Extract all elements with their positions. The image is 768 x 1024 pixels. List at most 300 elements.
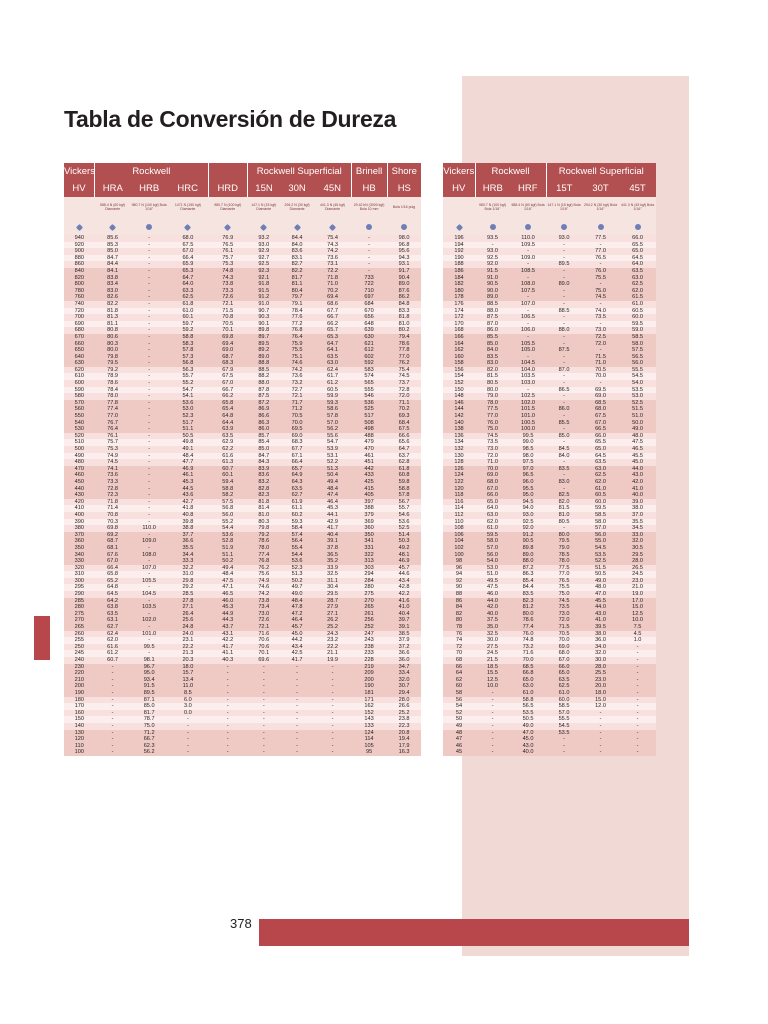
table-cell: 69.2 bbox=[95, 532, 131, 539]
table-cell: 96.7 bbox=[131, 664, 168, 671]
table-cell: 72.1 bbox=[280, 393, 314, 400]
table-cell: 0.0 bbox=[168, 710, 208, 717]
table-cell: 68.5 bbox=[582, 400, 619, 407]
table-cell: 210 bbox=[64, 677, 95, 684]
table-cell: - bbox=[131, 505, 168, 512]
table-cell: 55.4 bbox=[280, 545, 314, 552]
table-cell: - bbox=[208, 723, 247, 730]
table-cell: 252 bbox=[351, 624, 387, 631]
table-cell: 94.3 bbox=[387, 255, 421, 262]
table-cell: - bbox=[131, 584, 168, 591]
table-cell: 63.5 bbox=[208, 433, 247, 440]
table-cell: 47.0 bbox=[510, 730, 546, 737]
table-cell: 313 bbox=[351, 558, 387, 565]
table-cell: 602 bbox=[351, 354, 387, 361]
table-cell: 6.0 bbox=[168, 697, 208, 704]
load-note: 441.3 N (45 kgf) Diamante bbox=[314, 197, 351, 217]
table-cell: 61.2 bbox=[314, 380, 351, 387]
table-cell: 23.1 bbox=[168, 637, 208, 644]
table-cell: 80.0 bbox=[95, 347, 131, 354]
table-cell: - bbox=[546, 459, 582, 466]
table-cell: 18.5 bbox=[475, 664, 510, 671]
table-cell: 261 bbox=[351, 611, 387, 618]
table-cell: 61.6 bbox=[208, 453, 247, 460]
table-cell: 88.0 bbox=[247, 380, 280, 387]
table-cell: 27.1 bbox=[314, 611, 351, 618]
table-cell: 73.3 bbox=[208, 288, 247, 295]
table-cell: 90 bbox=[443, 584, 475, 591]
table-row bbox=[443, 334, 656, 341]
table-cell: - bbox=[95, 690, 131, 697]
table-cell: 280 bbox=[351, 584, 387, 591]
table-cell: 17.0 bbox=[619, 598, 656, 605]
table-cell: 39.1 bbox=[314, 538, 351, 545]
table-row bbox=[64, 288, 421, 295]
table-cell: 69.5 bbox=[280, 426, 314, 433]
table-cell: 49.0 bbox=[280, 591, 314, 598]
table-cell: 15.0 bbox=[619, 604, 656, 611]
table-cell: 331 bbox=[351, 545, 387, 552]
table-cell: - bbox=[619, 736, 656, 743]
diamond-icon bbox=[64, 217, 95, 235]
table-row bbox=[443, 393, 656, 400]
table-cell: 397 bbox=[351, 499, 387, 506]
table-row bbox=[443, 426, 656, 433]
table-cell: 70.2 bbox=[387, 406, 421, 413]
table-cell: 77.2 bbox=[280, 321, 314, 328]
table-cell: 75.4 bbox=[314, 235, 351, 242]
table-cell: 8.5 bbox=[168, 690, 208, 697]
table-cell: 66.7 bbox=[131, 736, 168, 743]
table-cell: 710 bbox=[351, 288, 387, 295]
table-cell: 108 bbox=[443, 525, 475, 532]
table-cell: 54 bbox=[443, 703, 475, 710]
table-cell: 56.8 bbox=[168, 360, 208, 367]
table-cell: 62.4 bbox=[95, 631, 131, 638]
table-cell: - bbox=[131, 235, 168, 242]
table-cell: 415 bbox=[351, 486, 387, 493]
table-cell: 70.0 bbox=[475, 466, 510, 473]
table-cell: 89.0 bbox=[387, 281, 421, 288]
table-cell: 76.9 bbox=[208, 235, 247, 242]
table-cell: 42.8 bbox=[387, 584, 421, 591]
table-cell: 74.8 bbox=[208, 268, 247, 275]
load-note: 441.3 N (45 kgf) Bola 1/16" bbox=[619, 197, 656, 217]
table-cell: - bbox=[314, 677, 351, 684]
table-row bbox=[443, 631, 656, 638]
table-cell: 80.2 bbox=[387, 327, 421, 334]
table-cell: 94.5 bbox=[510, 499, 546, 506]
table-cell: - bbox=[168, 730, 208, 737]
table-cell: 57.4 bbox=[280, 532, 314, 539]
table-cell: - bbox=[314, 723, 351, 730]
table-cell: 66 bbox=[443, 664, 475, 671]
table-cell: 22.2 bbox=[314, 644, 351, 651]
table-cell: 73.3 bbox=[95, 479, 131, 486]
table-cell: 57.5 bbox=[619, 347, 656, 354]
table-row bbox=[64, 657, 421, 664]
load-note: 980.7 N (100 kgf) Bola 1/16" bbox=[131, 197, 168, 217]
table-row bbox=[443, 650, 656, 657]
table-row bbox=[64, 690, 421, 697]
table-cell: - bbox=[131, 268, 168, 275]
group-header-brinell: Brinell bbox=[351, 163, 387, 181]
diamond-icon bbox=[168, 217, 208, 235]
table-cell: 82.0 bbox=[546, 499, 582, 506]
table-cell: - bbox=[582, 301, 619, 308]
table-cell: 184 bbox=[443, 275, 475, 282]
table-cell: 50.0 bbox=[619, 420, 656, 427]
table-cell: 508 bbox=[351, 420, 387, 427]
table-cell: 30.4 bbox=[314, 584, 351, 591]
table-cell: 87.5 bbox=[475, 314, 510, 321]
table-cell: 65.0 bbox=[475, 499, 510, 506]
table-cell: 56.0 bbox=[619, 360, 656, 367]
table-cell: 87.1 bbox=[131, 697, 168, 704]
table-row bbox=[443, 710, 656, 717]
table-cell: 76.0 bbox=[475, 420, 510, 427]
group-header-rockwell-superficial: Rockwell Superficial bbox=[247, 163, 351, 181]
table-cell: - bbox=[582, 743, 619, 750]
table-cell: 85.0 bbox=[247, 446, 280, 453]
table-cell: 369 bbox=[351, 519, 387, 526]
table-row bbox=[443, 466, 656, 473]
table-row bbox=[64, 492, 421, 499]
table-cell: - bbox=[619, 670, 656, 677]
table-cell: 74.2 bbox=[314, 248, 351, 255]
table-cell: 73.0 bbox=[475, 446, 510, 453]
table-cell: 34.0 bbox=[582, 644, 619, 651]
table-cell: 490 bbox=[64, 453, 95, 460]
table-cell: 670 bbox=[64, 334, 95, 341]
table-row bbox=[443, 545, 656, 552]
table-cell: 67.5 bbox=[208, 373, 247, 380]
table-cell: 42.2 bbox=[208, 637, 247, 644]
table-cell: 93.0 bbox=[546, 235, 582, 242]
table-cell: - bbox=[510, 294, 546, 301]
table-cell: - bbox=[95, 683, 131, 690]
table-cell: 7.5 bbox=[619, 624, 656, 631]
table-cell: 93.1 bbox=[387, 261, 421, 268]
table-cell: 70.0 bbox=[546, 637, 582, 644]
table-cell: 67.0 bbox=[95, 558, 131, 565]
table-cell: 100 bbox=[64, 749, 95, 756]
table-cell: 50 bbox=[443, 716, 475, 723]
table-row bbox=[64, 472, 421, 479]
table-row bbox=[64, 248, 421, 255]
table-cell: 49.4 bbox=[314, 479, 351, 486]
table-cell: - bbox=[131, 558, 168, 565]
table-cell: 40.0 bbox=[619, 492, 656, 499]
table-row bbox=[64, 558, 421, 565]
table-cell: 80.3 bbox=[95, 341, 131, 348]
table-cell: 106.0 bbox=[510, 327, 546, 334]
table-cell: 63.3 bbox=[168, 288, 208, 295]
table-cell: - bbox=[95, 710, 131, 717]
table-cell: - bbox=[619, 690, 656, 697]
table-cell: 26.2 bbox=[314, 617, 351, 624]
table-cell: 68 bbox=[443, 657, 475, 664]
table-cell: - bbox=[131, 314, 168, 321]
table-row bbox=[443, 380, 656, 387]
table-cell: 46.4 bbox=[314, 499, 351, 506]
table-cell: 40.0 bbox=[510, 749, 546, 756]
table-cell: 65.8 bbox=[95, 571, 131, 578]
table-cell: 83.0 bbox=[95, 288, 131, 295]
table-cell: 93.0 bbox=[475, 248, 510, 255]
table-cell: 15.7 bbox=[168, 670, 208, 677]
column-header: HRA bbox=[95, 181, 131, 197]
table-row bbox=[64, 571, 421, 578]
table-row bbox=[64, 446, 421, 453]
table-cell: 52.8 bbox=[208, 538, 247, 545]
table-cell: 41.7 bbox=[280, 657, 314, 664]
table-cell: 92.3 bbox=[247, 268, 280, 275]
table-cell: 69.0 bbox=[546, 644, 582, 651]
table-cell: 570 bbox=[64, 400, 95, 407]
table-cell: 38.0 bbox=[582, 631, 619, 638]
table-cell: 148 bbox=[443, 393, 475, 400]
table-cell: 70.6 bbox=[247, 637, 280, 644]
table-cell: 79.7 bbox=[280, 294, 314, 301]
table-cell: 83.9 bbox=[247, 466, 280, 473]
table-cell: 733 bbox=[351, 275, 387, 282]
table-cell: - bbox=[510, 321, 546, 328]
table-row bbox=[443, 677, 656, 684]
table-cell: 66.4 bbox=[95, 565, 131, 572]
table-cell: 56 bbox=[443, 697, 475, 704]
table-cell: 76.8 bbox=[280, 327, 314, 334]
table-cell: 51.5 bbox=[619, 406, 656, 413]
table-cell: - bbox=[546, 400, 582, 407]
table-cell: 90.5 bbox=[475, 281, 510, 288]
table-cell: 15.0 bbox=[582, 697, 619, 704]
table-cell: 68.7 bbox=[95, 538, 131, 545]
table-cell: 63.7 bbox=[387, 453, 421, 460]
table-cell: 110.0 bbox=[131, 525, 168, 532]
table-cell: 50.4 bbox=[314, 472, 351, 479]
table-cell: 91.8 bbox=[247, 281, 280, 288]
group-header-blank bbox=[208, 163, 247, 181]
table-cell: 88.2 bbox=[247, 373, 280, 380]
table-cell: 62.5 bbox=[546, 683, 582, 690]
table-cell: 79.0 bbox=[475, 393, 510, 400]
table-cell: 52.5 bbox=[582, 558, 619, 565]
table-row bbox=[443, 749, 656, 756]
table-cell: 100.5 bbox=[510, 420, 546, 427]
table-cell: 58.0 bbox=[475, 538, 510, 545]
table-cell: 275 bbox=[64, 611, 95, 618]
table-cell: 74.5 bbox=[475, 433, 510, 440]
table-cell: - bbox=[247, 697, 280, 704]
table-cell: 47.5 bbox=[475, 584, 510, 591]
table-cell: 270 bbox=[64, 617, 95, 624]
table-cell: - bbox=[510, 387, 546, 394]
table-cell: 48.4 bbox=[208, 571, 247, 578]
table-cell: 71.8 bbox=[95, 499, 131, 506]
table-cell: 83.6 bbox=[247, 472, 280, 479]
table-cell: 60.2 bbox=[280, 512, 314, 519]
load-note bbox=[64, 197, 95, 217]
table-cell: 95.6 bbox=[387, 248, 421, 255]
table-cell: - bbox=[131, 479, 168, 486]
load-note: 29.42 kN (3000 kgf) Bola 10 mm bbox=[351, 197, 387, 217]
table-cell: 91.0 bbox=[475, 275, 510, 282]
table-cell: 84.8 bbox=[387, 301, 421, 308]
table-cell: 75.7 bbox=[208, 255, 247, 262]
table-cell: 61.5 bbox=[619, 294, 656, 301]
table-cell: - bbox=[131, 387, 168, 394]
table-cell: - bbox=[546, 268, 582, 275]
table-row bbox=[443, 453, 656, 460]
table-row bbox=[443, 730, 656, 737]
table-cell: 61.9 bbox=[280, 499, 314, 506]
table-row bbox=[64, 380, 421, 387]
table-cell: - bbox=[131, 347, 168, 354]
table-cell: 59.5 bbox=[582, 505, 619, 512]
table-cell: - bbox=[314, 710, 351, 717]
table-cell: 36.0 bbox=[582, 637, 619, 644]
table-cell: 79.1 bbox=[280, 301, 314, 308]
table-cell: 36.0 bbox=[387, 657, 421, 664]
table-cell: 90.5 bbox=[510, 538, 546, 545]
table-cell: 47.5 bbox=[208, 578, 247, 585]
table-cell: 49 bbox=[443, 723, 475, 730]
table-row bbox=[443, 433, 656, 440]
table-row bbox=[64, 367, 421, 374]
table-row bbox=[64, 387, 421, 394]
table-row bbox=[64, 604, 421, 611]
table-cell: 72.0 bbox=[475, 453, 510, 460]
table-cell: 70.8 bbox=[95, 512, 131, 519]
table-row bbox=[64, 670, 421, 677]
table-cell: 186 bbox=[443, 268, 475, 275]
table-cell: 74.5 bbox=[387, 373, 421, 380]
table-cell: 75.7 bbox=[95, 439, 131, 446]
table-cell: 23.2 bbox=[314, 637, 351, 644]
table-cell: 53.6 bbox=[208, 532, 247, 539]
table-cell: - bbox=[619, 743, 656, 750]
table-row bbox=[64, 499, 421, 506]
table-cell: 59.5 bbox=[619, 321, 656, 328]
table-cell: 61.0 bbox=[510, 690, 546, 697]
table-cell: 70.1 bbox=[208, 327, 247, 334]
table-cell: - bbox=[475, 716, 510, 723]
table-cell: - bbox=[582, 730, 619, 737]
table-cell: - bbox=[280, 703, 314, 710]
table-cell: 440 bbox=[64, 486, 95, 493]
table-row bbox=[64, 624, 421, 631]
table-cell: 39.8 bbox=[168, 519, 208, 526]
table-cell: 73.5 bbox=[582, 314, 619, 321]
table-cell: 50.2 bbox=[208, 558, 247, 565]
table-cell: 388 bbox=[351, 505, 387, 512]
table-row bbox=[443, 373, 656, 380]
table-cell: 89.0 bbox=[510, 552, 546, 559]
table-cell: - bbox=[351, 235, 387, 242]
table-cell: 56.7 bbox=[387, 499, 421, 506]
load-note: 1471 N (150 kgf) Diamante bbox=[168, 197, 208, 217]
table-cell: 54.7 bbox=[314, 439, 351, 446]
table-cell: 76.4 bbox=[280, 334, 314, 341]
table-row bbox=[64, 664, 421, 671]
table-cell: 170 bbox=[64, 703, 95, 710]
table-cell: 621 bbox=[351, 341, 387, 348]
table-cell: 64.8 bbox=[208, 413, 247, 420]
table-cell: - bbox=[280, 716, 314, 723]
table-cell: 65.4 bbox=[208, 406, 247, 413]
ball-icon bbox=[351, 217, 387, 235]
table-cell: 102.0 bbox=[131, 617, 168, 624]
table-cell: 66.7 bbox=[314, 314, 351, 321]
table-cell: 57.0 bbox=[475, 545, 510, 552]
table-row bbox=[443, 552, 656, 559]
table-cell: 89.2 bbox=[247, 347, 280, 354]
table-cell: 54.5 bbox=[582, 545, 619, 552]
table-cell: 58.6 bbox=[314, 406, 351, 413]
table-cell: - bbox=[546, 314, 582, 321]
table-cell: 93.5 bbox=[475, 235, 510, 242]
table-cell: - bbox=[280, 736, 314, 743]
table-cell: - bbox=[131, 426, 168, 433]
table-cell: 30.0 bbox=[582, 657, 619, 664]
table-cell: 27.5 bbox=[475, 644, 510, 651]
table-row bbox=[64, 519, 421, 526]
table-cell: - bbox=[546, 334, 582, 341]
table-cell: 57.5 bbox=[208, 499, 247, 506]
table-cell: 265 bbox=[64, 624, 95, 631]
table-cell: 24.3 bbox=[314, 631, 351, 638]
table-cell: 98.0 bbox=[387, 235, 421, 242]
table-row bbox=[443, 617, 656, 624]
table-row bbox=[64, 406, 421, 413]
table-cell: 80.0 bbox=[546, 532, 582, 539]
table-cell: - bbox=[208, 749, 247, 756]
table-cell: 63.0 bbox=[582, 466, 619, 473]
table-cell: 77.0 bbox=[546, 571, 582, 578]
table-cell: 69.0 bbox=[475, 472, 510, 479]
table-cell: - bbox=[351, 248, 387, 255]
table-cell: 49.0 bbox=[582, 578, 619, 585]
table-cell: 33.3 bbox=[168, 558, 208, 565]
table-cell: 45.0 bbox=[619, 459, 656, 466]
table-row bbox=[443, 479, 656, 486]
table-cell: - bbox=[247, 749, 280, 756]
table-cell: 23.0 bbox=[582, 677, 619, 684]
table-row bbox=[64, 716, 421, 723]
table-cell: 860 bbox=[64, 261, 95, 268]
table-cell: 670 bbox=[351, 308, 387, 315]
table-cell: 78.6 bbox=[510, 617, 546, 624]
table-cell: 86 bbox=[443, 598, 475, 605]
table-cell: 107.0 bbox=[131, 565, 168, 572]
table-cell: 85.0 bbox=[475, 341, 510, 348]
table-cell: - bbox=[280, 710, 314, 717]
table-cell: 56.5 bbox=[619, 354, 656, 361]
table-cell: 73.2 bbox=[510, 644, 546, 651]
table-row bbox=[64, 314, 421, 321]
table-row bbox=[443, 703, 656, 710]
table-cell: 53.5 bbox=[510, 710, 546, 717]
table-row bbox=[64, 347, 421, 354]
table-cell: 49.0 bbox=[510, 723, 546, 730]
table-cell: 80.0 bbox=[475, 387, 510, 394]
table-cell: - bbox=[131, 492, 168, 499]
table-cell: 69.4 bbox=[208, 341, 247, 348]
table-cell: - bbox=[168, 749, 208, 756]
table-cell: 64.0 bbox=[168, 281, 208, 288]
table-cell: 47.8 bbox=[280, 604, 314, 611]
